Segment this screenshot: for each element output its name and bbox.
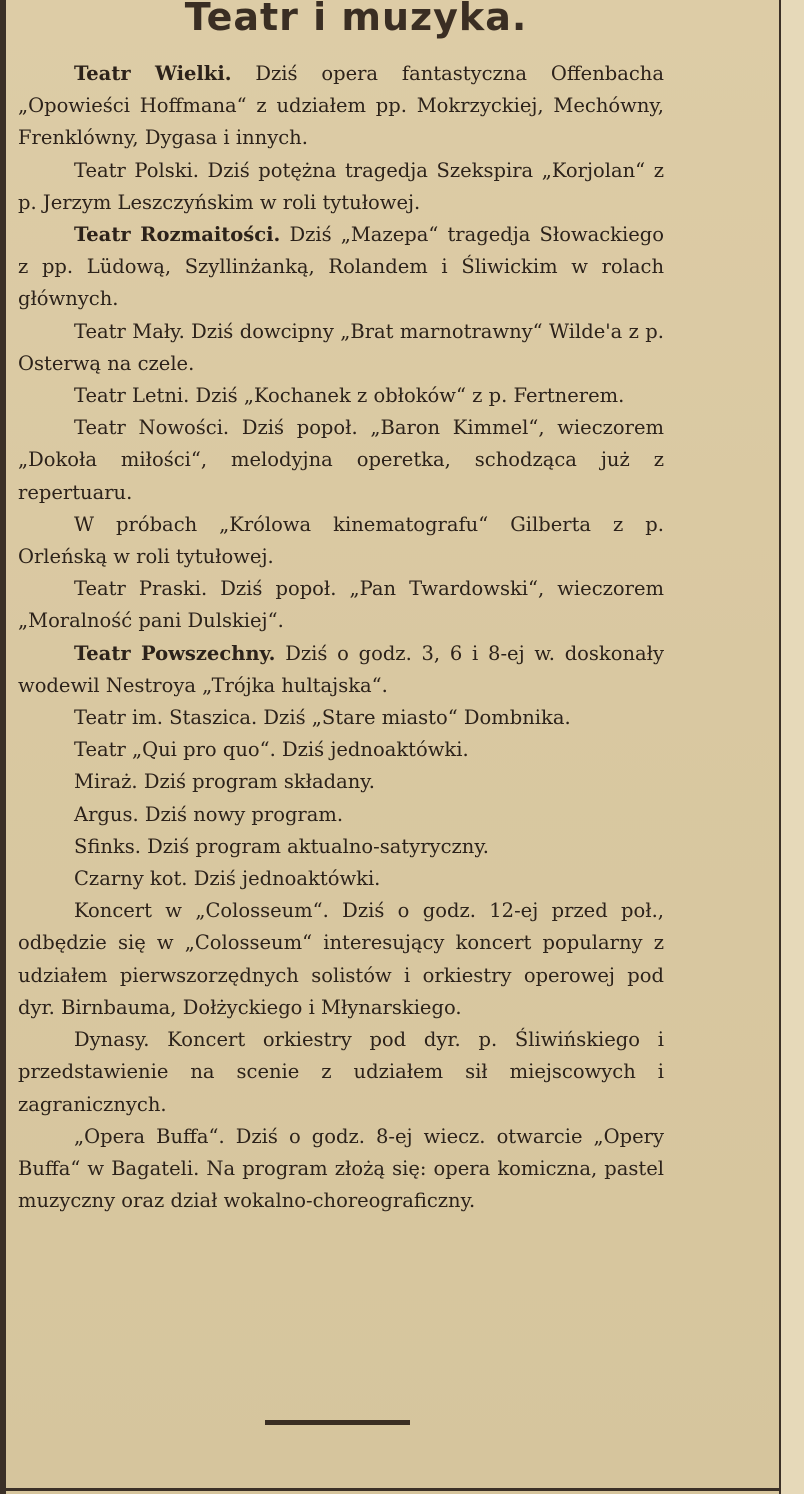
paragraph-text: Teatr Praski. Dziś popoł. „Pan Twardowski“, wieczorem „Moralność pani Dulskiej“. bbox=[18, 577, 664, 633]
paragraph-text: Dziś „Mazepa“ tragedja Słowackiego z pp. Lüdową, Szyllinżanką, Rolandem i Śliwickim w rolach głównych. bbox=[18, 223, 664, 311]
paragraph-teatr-powszechny bbox=[18, 638, 664, 702]
paragraph-text: Miraż. Dziś program składany. bbox=[74, 770, 375, 794]
paragraph-teatr-praski bbox=[18, 573, 664, 637]
paragraph-w-probach bbox=[18, 509, 664, 573]
paragraph-text: Teatr Letni. Dziś „Kochanek z obłoków“ z p. Fertnerem. bbox=[74, 384, 625, 408]
paragraph-lead: Teatr Wielki. bbox=[74, 62, 232, 85]
paragraph-teatr-staszica bbox=[18, 702, 664, 734]
paragraph-sfinks bbox=[18, 831, 664, 863]
paragraph-text: Czarny kot. Dziś jednoaktówki. bbox=[74, 867, 381, 891]
bottom-border-rule bbox=[6, 1488, 781, 1491]
paragraph-text: W próbach „Królowa kinematografu“ Gilberta z p. Orleńską w roli tytułowej. bbox=[18, 512, 664, 569]
paragraph-opera-buffa bbox=[18, 1121, 664, 1218]
paragraph-lead: Teatr Powszechny. bbox=[74, 641, 276, 665]
article-column bbox=[18, 0, 664, 1217]
paragraph-qui-pro-quo bbox=[18, 734, 664, 766]
paragraph-text: Dziś o godz. 3, 6 i 8-ej w. doskonały wodewil Nestroya „Trójka hultajska“. bbox=[18, 641, 665, 697]
left-column-rule bbox=[0, 0, 6, 1494]
paragraph-teatr-wielki bbox=[18, 58, 664, 155]
paragraph-dynasy bbox=[18, 1024, 664, 1121]
right-margin bbox=[781, 0, 804, 1494]
paragraph-teatr-polski bbox=[18, 155, 664, 219]
paragraph-text: Dziś opera fantastyczna Offenbacha „Opowieści Hoffmana“ z udziałem pp. Mokrzyckiej, Mechówny, Frenklówny, Dygasa i innych. bbox=[18, 62, 664, 150]
paragraph-text: Sfinks. Dziś program aktualno-satyryczny. bbox=[74, 834, 489, 858]
paragraph-teatr-rozmaitosci bbox=[18, 219, 664, 316]
end-of-section-rule bbox=[265, 1420, 410, 1425]
paragraph-teatr-nowosci bbox=[18, 412, 664, 509]
paragraph-text: Teatr im. Staszica. Dziś „Stare miasto“ Dombnika. bbox=[74, 706, 571, 730]
paragraph-koncert-colosseum bbox=[18, 895, 664, 1024]
article-title: Teatr i muzyka. bbox=[184, 0, 528, 39]
paragraph-lead: Teatr Rozmaitości. bbox=[74, 223, 281, 247]
paragraph-teatr-letni bbox=[18, 380, 664, 412]
paragraph-miraz bbox=[18, 766, 664, 798]
paragraph-argus bbox=[18, 799, 664, 831]
paragraph-text: Teatr Mały. Dziś dowcipny „Brat marnotrawny“ Wilde'a z p. Osterwą na czele. bbox=[18, 319, 664, 375]
paragraph-text: Teatr „Qui pro quo“. Dziś jednoaktówki. bbox=[74, 738, 469, 762]
paragraph-text: Dynasy. Koncert orkiestry pod dyr. p. Śliwińskiego i przedstawienie na scenie z udziałem sił miejscowych i zagranicznych. bbox=[18, 1028, 664, 1116]
paragraph-teatr-maly bbox=[18, 316, 664, 380]
paragraph-text: Koncert w „Colosseum“. Dziś o godz. 12-ej przed poł., odbędzie się w „Colosseum“ interesujący koncert popularny z udziałem pierwszorzędnych solistów i orkiestry operowej pod dyr. Birnbauma, Dołżyckiego i Młynarskiego. bbox=[18, 899, 664, 1019]
paragraph-text: „Opera Buffa“. Dziś o godz. 8-ej wiecz. otwarcie „Opery Buffa“ w Bagateli. Na program złożą się: opera komiczna, pastel muzyczny oraz dział wokalno-choreograficzny. bbox=[18, 1124, 664, 1213]
paragraph-text: Teatr Nowości. Dziś popoł. „Baron Kimmel“, wieczorem „Dokoła miłości“, melodyjna operetka, schodząca już z repertuaru. bbox=[18, 416, 664, 504]
paragraph-czarny-kot bbox=[18, 863, 664, 895]
paragraph-text: Teatr Polski. Dziś potężna tragedja Szekspira „Korjolan“ z p. Jerzym Leszczyńskim w roli tytułowej. bbox=[18, 158, 664, 214]
paragraph-text: Argus. Dziś nowy program. bbox=[74, 802, 344, 826]
